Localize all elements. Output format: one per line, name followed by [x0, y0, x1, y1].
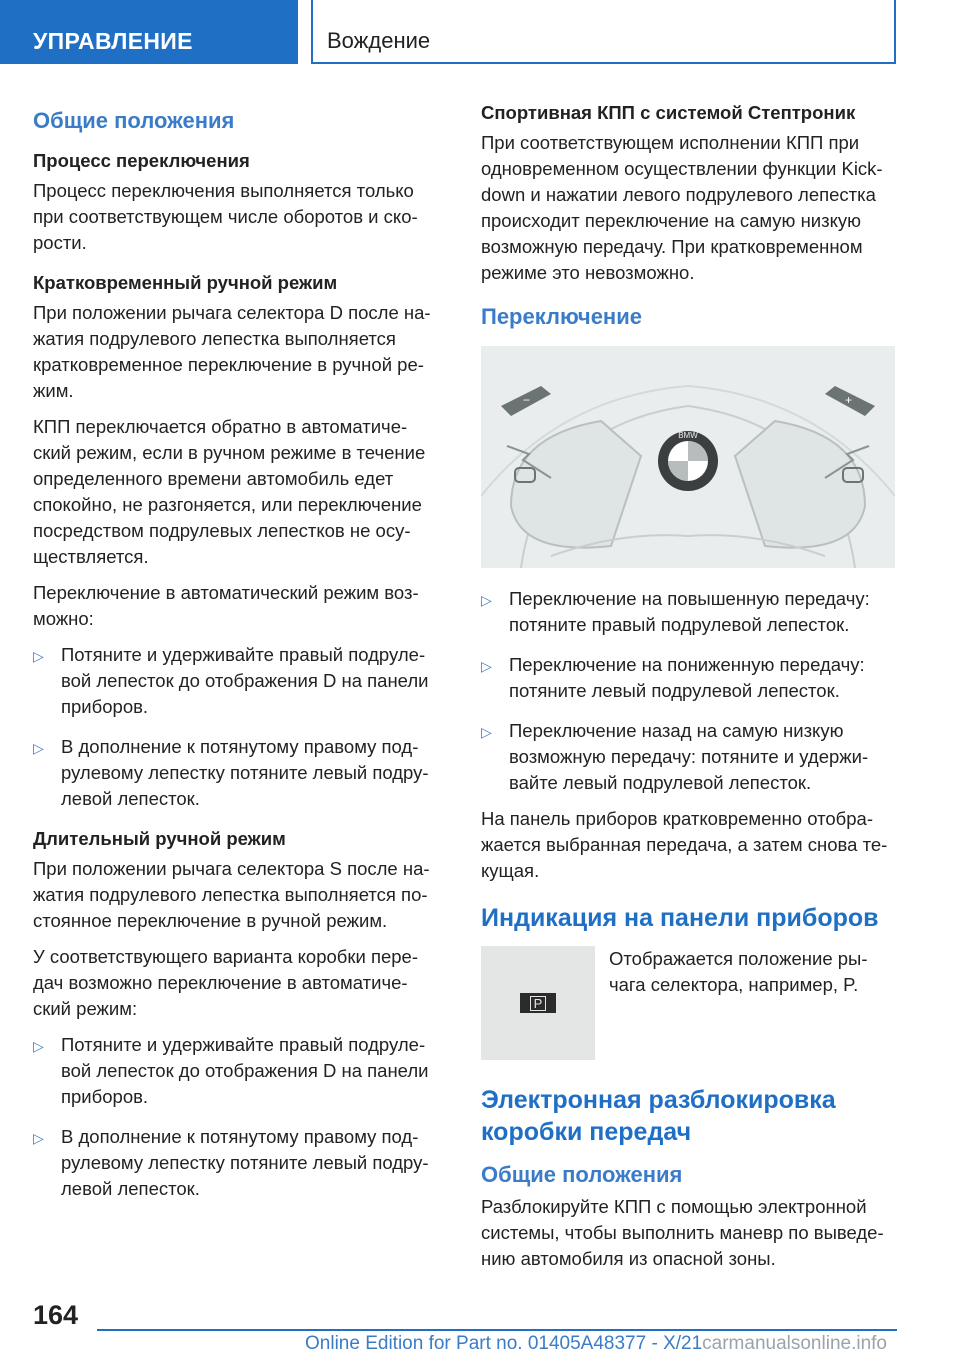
paragraph: Переключение в автоматический режим воз-можно:	[33, 582, 419, 629]
list-item: ▷ В дополнение к потянутому правому под-рулевому лепестку потяните левый подру-левой лепесток.	[33, 1126, 429, 1199]
triangle-bullet-icon: ▷	[33, 1038, 44, 1054]
footer-text: Online Edition for Part no. 01405A48377 - X/21carmanualsonline.info	[305, 1333, 887, 1354]
triangle-bullet-icon: ▷	[33, 1130, 44, 1146]
section-title-general: Общие положения	[33, 108, 235, 133]
subsection-title-general: Общие положения	[481, 1162, 683, 1187]
page-number: 164	[33, 1300, 79, 1330]
paragraph: Отображается положение ры-чага селектора, например, P.	[609, 948, 868, 995]
bmw-logo-text: BMW	[678, 431, 698, 440]
plus-label: +	[845, 393, 853, 407]
paragraph: На панель приборов кратковременно отобра-жается выбранная передача, а затем снова те-кущая.	[481, 808, 888, 881]
bullet-list	[33, 642, 441, 812]
triangle-bullet-icon: ▷	[33, 740, 44, 756]
triangle-bullet-icon: ▷	[481, 724, 492, 740]
list-item: ▷ Потяните и удерживайте правый подруле-вой лепесток до отображения D на панели приборов.	[33, 1034, 429, 1107]
left-column	[33, 100, 441, 1216]
paragraph: При положении рычага селектора S после на-жатия подрулевого лепестка выполняется по-стоянное переключение в ручной режим.	[33, 858, 430, 931]
paragraph: При соответствующем исполнении КПП при одновременном осуществлении функции Kick-down и нажатии левого подрулевого лепестка происходит переключение на самую низкую возможную передачу. При кратковременном режиме это невозможно.	[481, 132, 883, 283]
triangle-bullet-icon: ▷	[33, 648, 44, 664]
paragraph: Процесс переключения выполняется только при соответствующем числе оборотов и ско-рости.	[33, 180, 418, 253]
bullet-list	[481, 586, 897, 796]
bullet-list	[33, 1032, 441, 1202]
header-chapter-tab: УПРАВЛЕНИЕ	[0, 0, 298, 64]
list-item: ▷ Переключение на повышенную передачу: потяните правый подрулевой лепесток.	[481, 588, 870, 635]
indication-row	[481, 946, 897, 1060]
triangle-bullet-icon: ▷	[481, 592, 492, 608]
minus-label: −	[523, 393, 531, 407]
steering-wheel-paddles-illustration	[481, 346, 895, 568]
instrument-display-illustration	[481, 946, 595, 1060]
paragraph: При положении рычага селектора D после на-жатия подрулевого лепестка выполняется кратковременное переключение в ручной ре-жим.	[33, 302, 431, 401]
section-title-shifting: Переключение	[481, 304, 642, 329]
paragraph: КПП переключается обратно в автоматиче-ский режим, если в ручном режиме в течение определенного времени автомобиль едет спокойно, не разгоняется, или переключение посредством подрулевых лепестков не осу-ществляется.	[33, 416, 426, 567]
paragraph: У соответствующего варианта коробки пере-дач возможно переключение в автоматиче-ский режим:	[33, 946, 419, 1019]
header-section-title: Вождение	[311, 0, 896, 64]
list-item: ▷ Переключение на пониженную передачу: потяните левый подрулевой лепесток.	[481, 654, 865, 701]
footer-divider	[97, 1329, 897, 1331]
paragraph: Разблокируйте КПП с помощью электронной системы, чтобы выполнить маневр по выведе-нию автомобиля из опасной зоны.	[481, 1196, 884, 1269]
list-item: ▷ Потяните и удерживайте правый подруле-вой лепесток до отображения D на панели приборов.	[33, 644, 429, 717]
gear-p-indicator-icon: P	[520, 993, 556, 1013]
triangle-bullet-icon: ▷	[481, 658, 492, 674]
right-column	[481, 100, 897, 1282]
subsection-title-shifting: Процесс переключения	[33, 150, 250, 171]
subsection-title-long-manual: Длительный ручной режим	[33, 828, 286, 849]
list-item: ▷ В дополнение к потянутому правому под-рулевому лепестку потяните левый подру-левой лепесток.	[33, 736, 429, 809]
section-title-electronic-unlock: Электронная разблокировка коробки передач	[481, 1086, 836, 1146]
section-title-indication: Индикация на панели приборов	[481, 904, 879, 932]
subsection-title-short-manual: Кратковременный ручной режим	[33, 272, 338, 293]
watermark: carmanualsonline.info	[702, 1333, 887, 1354]
list-item: ▷ Переключение назад на самую низкую возможную передачу: потяните и удержи-вайте левый подрулевой лепесток.	[481, 720, 869, 793]
subsection-title-steptronic: Спортивная КПП с системой Стептроник	[481, 102, 856, 123]
